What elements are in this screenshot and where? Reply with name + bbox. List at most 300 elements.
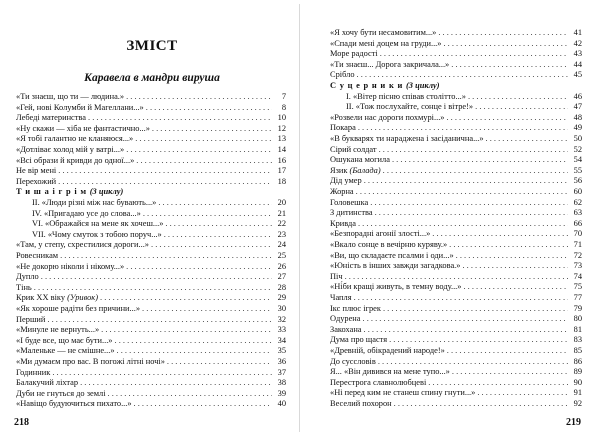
- leader-dots: [134, 399, 272, 409]
- leader-dots: [34, 283, 272, 293]
- entry-title: [330, 219, 356, 229]
- leader-dots: [101, 325, 272, 335]
- entry-title-text: Ошукана могила: [330, 155, 390, 165]
- leader-dots: [449, 240, 568, 250]
- entry-title-text: Одурена: [330, 314, 361, 324]
- leader-dots: [108, 389, 272, 399]
- entry-page-number: 89: [573, 367, 582, 377]
- entry-title-text: «Я хочу бути несамовитим...»: [330, 28, 437, 37]
- entry-page-number: 72: [573, 250, 582, 260]
- entry-title-text: «В букварях ти нараджена і засіданична...»: [330, 134, 484, 143]
- leader-dots: [165, 219, 272, 229]
- toc-entry: [330, 304, 582, 314]
- entry-page-number: 30: [277, 304, 286, 313]
- leader-dots: [354, 293, 568, 303]
- entry-page-number: 22: [277, 219, 286, 229]
- toc-entry: [330, 251, 582, 261]
- entry-page-number: 47: [573, 102, 582, 112]
- toc-entry: [16, 399, 286, 409]
- leader-dots: [126, 92, 272, 102]
- entry-page-number: 92: [573, 399, 582, 408]
- entry-title: [330, 261, 460, 271]
- toc-entry: [330, 113, 582, 123]
- entry-page-number: 48: [573, 112, 582, 122]
- leader-dots: [375, 208, 568, 218]
- toc-entry: [330, 198, 582, 208]
- entry-page-number: 13: [277, 134, 286, 144]
- entry-title-text: «Вкало сонце в вечірню куряву.»: [330, 240, 448, 249]
- entry-title-text: Не вір мені: [16, 166, 57, 176]
- toc-entry: [330, 28, 582, 38]
- entry-title-text: Тінь: [16, 282, 32, 292]
- entry-title-text: Перший: [16, 314, 46, 324]
- entry-title: [330, 123, 356, 133]
- toc-entry: [330, 325, 582, 335]
- entry-title-text: Дуби не гнуться до землі: [16, 388, 106, 398]
- entry-page-number: 52: [573, 144, 582, 154]
- toc-entry: [330, 378, 582, 388]
- toc-entry: [330, 81, 582, 91]
- entry-title: [16, 336, 113, 346]
- leader-dots: [370, 198, 568, 208]
- toc-heading: ЗМІСТ: [126, 38, 178, 54]
- leader-dots: [142, 304, 272, 314]
- toc-entry: [330, 134, 582, 144]
- toc-entry: [16, 272, 286, 282]
- toc-entry: [330, 388, 582, 398]
- toc-entry: [16, 156, 286, 166]
- right-page: [300, 0, 600, 436]
- toc-entry: [330, 367, 582, 377]
- toc-entry: [330, 60, 582, 70]
- leader-dots: [463, 282, 568, 292]
- entry-title-text: Дід умер: [330, 176, 362, 186]
- entry-title-text: Чапля: [330, 293, 352, 302]
- entry-title: [16, 262, 124, 272]
- entry-title-text: Ровесникам: [16, 251, 59, 260]
- entry-title-text: Закохана: [330, 324, 362, 334]
- entry-page-number: 33: [277, 325, 286, 335]
- entry-page-number: 40: [277, 399, 286, 409]
- entry-title-text: I. «Вітер пісню співав столітто...»: [346, 91, 466, 101]
- leader-dots: [456, 251, 568, 261]
- entry-page-number: 34: [277, 335, 286, 345]
- toc-entry: [16, 378, 286, 388]
- entry-title-text: Т и ш а і г р і м: [16, 187, 87, 197]
- entry-title-text: Кривда: [330, 218, 356, 228]
- entry-title-text: Перестрога славнолюбцеві: [330, 377, 427, 387]
- toc-entry: [32, 198, 286, 208]
- leader-dots: [357, 70, 568, 80]
- entry-title: [330, 155, 390, 165]
- entry-page-number: 18: [277, 176, 286, 186]
- toc-entry: [330, 155, 582, 165]
- toc-entry: [330, 314, 582, 324]
- toc-entry: [330, 145, 582, 155]
- leader-dots: [364, 325, 568, 335]
- leader-dots: [167, 357, 272, 367]
- entry-page-number: 29: [277, 293, 286, 303]
- leader-dots: [136, 156, 272, 166]
- entry-page-number: 27: [277, 272, 286, 282]
- entry-page-number: 42: [573, 38, 582, 48]
- toc-entry: [16, 240, 286, 250]
- entry-title-text: «Навіщо будуючиться пихато...»: [16, 399, 132, 409]
- toc-entry: [330, 219, 582, 229]
- entry-title-text: VII. «Чому смуток з тобою поруч...»: [32, 229, 162, 239]
- entry-page-number: 35: [277, 346, 286, 356]
- entry-page-number: 17: [277, 166, 286, 176]
- entry-title: [32, 219, 163, 229]
- entry-page-number: 62: [573, 197, 582, 207]
- entry-page-number: 24: [277, 240, 286, 250]
- toc-entry: [330, 187, 582, 197]
- entry-page-number: 37: [277, 367, 286, 377]
- entry-title-text: Дупло: [16, 272, 39, 282]
- entry-title-text: «Гей, нові Колумби й Магеллани...»: [16, 102, 144, 112]
- entry-title-text: Море радості: [330, 49, 378, 59]
- toc-entry: [32, 230, 286, 240]
- entry-page-number: 83: [573, 335, 582, 345]
- entry-title: [330, 272, 343, 282]
- entry-title: [16, 145, 124, 155]
- toc-entry: [330, 272, 582, 282]
- entry-title: [330, 367, 450, 377]
- entry-page-number: 25: [277, 251, 286, 260]
- entry-page-number: 54: [573, 155, 582, 165]
- entry-title-text: «Древній, обікрадений народе!»: [330, 346, 445, 355]
- leader-dots: [363, 314, 569, 324]
- page-number-right: 219: [566, 417, 581, 428]
- entry-cycle-note: (Балада): [349, 165, 381, 175]
- entry-title-text: «Спади мені доцем на груди...»: [330, 38, 442, 48]
- entry-title: [16, 166, 56, 176]
- entry-page-number: 38: [277, 378, 286, 388]
- leader-dots: [475, 102, 568, 112]
- entry-title: [330, 346, 445, 356]
- entry-page-number: 66: [573, 218, 582, 228]
- entry-title: [16, 272, 39, 282]
- toc-entry: [330, 123, 582, 133]
- entry-page-number: 56: [573, 176, 582, 186]
- entry-page-number: 8: [281, 102, 286, 112]
- toc-entry: [16, 92, 286, 102]
- entry-title: [16, 134, 133, 144]
- entry-page-number: 7: [281, 92, 286, 101]
- leader-dots: [486, 134, 568, 144]
- leader-dots: [462, 261, 568, 271]
- entry-title-text: «І буде все, що має бути...»: [16, 335, 113, 345]
- entry-page-number: 32: [277, 314, 286, 324]
- toc-entry: [330, 229, 582, 239]
- toc-entry: [330, 261, 582, 271]
- entry-page-number: 73: [573, 261, 582, 271]
- leader-dots: [451, 60, 568, 70]
- entry-title-text: «Ну скажи — хіба не фантастично...»: [16, 123, 150, 133]
- leader-dots: [389, 335, 568, 345]
- entry-title: [330, 399, 392, 409]
- entry-page-number: 21: [277, 208, 286, 218]
- entry-title: [16, 357, 165, 367]
- entry-title: [16, 103, 144, 113]
- toc-entry: [16, 166, 286, 176]
- entry-title-text: «Я тобі галантно не кланяюся...»: [16, 134, 134, 144]
- entry-page-number: 41: [573, 28, 582, 37]
- entry-title: [330, 229, 430, 239]
- page-number-left: 218: [14, 417, 29, 428]
- toc-entry: [16, 103, 286, 113]
- entry-title: [16, 399, 132, 409]
- entry-title: [330, 325, 362, 335]
- entry-title-text: Піч: [330, 271, 343, 281]
- entry-title: [32, 209, 141, 219]
- entry-title: [16, 92, 124, 102]
- leader-dots: [117, 346, 272, 356]
- entry-title-text: «Розвели нас дороги похмурі...»: [330, 112, 445, 122]
- entry-title-text: IV. «Пригадаю усе до слова...»: [32, 208, 141, 218]
- toc-entry: [32, 219, 286, 229]
- leader-dots: [60, 251, 272, 261]
- entry-title: [330, 282, 461, 292]
- entry-page-number: 77: [573, 293, 582, 302]
- toc-entry: [16, 113, 286, 123]
- entry-page-number: 23: [277, 229, 286, 239]
- leader-dots: [392, 155, 568, 165]
- entry-page-number: 80: [573, 314, 582, 324]
- leader-dots: [379, 145, 568, 155]
- entry-cycle-note: (3 циклу): [406, 81, 440, 90]
- entry-title-text: С у ц е р н и к и: [330, 81, 404, 90]
- entry-title: [330, 28, 436, 38]
- toc-entry: [330, 335, 582, 345]
- leader-dots: [358, 123, 568, 133]
- toc-entry: [16, 283, 286, 293]
- toc-entry: [16, 177, 286, 187]
- leader-dots: [380, 49, 568, 59]
- entry-title: [330, 145, 377, 155]
- toc-entry: [330, 70, 582, 80]
- entry-title: [16, 240, 149, 250]
- toc-entry: [16, 336, 286, 346]
- entry-title: [330, 187, 354, 197]
- entry-page-number: 86: [573, 356, 582, 366]
- leader-dots: [158, 198, 272, 208]
- leader-dots: [164, 230, 272, 240]
- entry-title: [16, 187, 123, 197]
- entry-title: [16, 156, 134, 166]
- leader-dots: [432, 229, 568, 239]
- entry-page-number: 10: [277, 113, 286, 123]
- entry-page-number: 36: [277, 357, 286, 366]
- entry-title: [16, 177, 56, 187]
- entry-page-number: 46: [573, 91, 582, 101]
- leader-dots: [88, 113, 272, 123]
- leader-dots: [126, 262, 272, 272]
- entry-title-text: Покара: [330, 123, 356, 133]
- entry-title: [16, 389, 106, 399]
- leader-dots: [378, 357, 568, 367]
- toc-entry: [330, 357, 582, 367]
- leader-dots: [394, 399, 568, 409]
- entry-title: [16, 368, 50, 378]
- toc-entry: [330, 39, 582, 49]
- entry-page-number: 14: [277, 145, 286, 154]
- entry-page-number: 63: [573, 208, 582, 218]
- entry-title: [330, 81, 440, 91]
- entry-title: [330, 166, 381, 176]
- entry-title: [330, 240, 447, 250]
- entry-title-text: «Як хороше радіти без причини...»: [16, 304, 141, 313]
- toc-entry: [330, 49, 582, 59]
- toc-entry: [16, 389, 286, 399]
- entry-title: [330, 251, 454, 261]
- entry-title-text: Годинник: [16, 367, 51, 377]
- entry-title: [16, 113, 86, 123]
- entry-title-text: «Ні перед ким не станеш спину гнути...»: [330, 388, 476, 398]
- leader-dots: [345, 272, 568, 282]
- leader-dots: [80, 378, 272, 388]
- leader-dots: [356, 187, 568, 197]
- leader-dots: [438, 28, 568, 38]
- entry-page-number: 70: [573, 229, 582, 239]
- entry-page-number: 55: [573, 165, 582, 175]
- entry-page-number: 85: [573, 346, 582, 355]
- entry-cycle-note: (3 циклу): [89, 187, 124, 197]
- entry-page-number: 74: [573, 271, 582, 281]
- entry-title-text: Я... «Він дивився на мене тупо...»: [330, 367, 450, 377]
- leader-dots: [383, 304, 568, 314]
- entry-title: [16, 283, 32, 293]
- leader-dots: [443, 39, 568, 49]
- toc-entry: [16, 304, 286, 314]
- leader-dots: [100, 293, 272, 303]
- leader-dots: [115, 336, 273, 346]
- entry-title: [330, 314, 361, 324]
- entry-title-text: Дума про щастя: [330, 335, 388, 345]
- toc-entry: [16, 124, 286, 134]
- toc-entry: [16, 293, 286, 303]
- entry-page-number: 44: [573, 59, 582, 69]
- toc-entry: [330, 208, 582, 218]
- entry-page-number: 71: [573, 240, 582, 249]
- leader-dots: [58, 166, 272, 176]
- toc-entry: [346, 92, 582, 102]
- entry-page-number: 26: [277, 261, 286, 271]
- toc-entry: [16, 251, 286, 261]
- toc-entry: [16, 368, 286, 378]
- toc-entry: [16, 357, 286, 367]
- entry-page-number: 12: [277, 123, 286, 133]
- leader-dots: [58, 177, 272, 187]
- collection-subtitle: Каравела в мандри вируша: [84, 72, 220, 84]
- toc-entry: [16, 346, 286, 356]
- entry-title-text: «Всі образи й кривди до одної...»: [16, 155, 135, 165]
- entry-title-text: «Маленьке — не смішне...»: [16, 346, 115, 356]
- entry-title: [16, 325, 99, 335]
- entry-page-number: 60: [573, 187, 582, 196]
- entry-title: [330, 60, 449, 70]
- entry-title-text: Веселий похорон: [330, 399, 392, 408]
- entry-title-text: «Ні́би кращі живуть, в темну воду...»: [330, 282, 462, 292]
- toc-entry: [16, 145, 286, 155]
- entry-title: [330, 70, 355, 80]
- toc-entry: [330, 240, 582, 250]
- leader-dots: [52, 368, 272, 378]
- entry-title-text: «Там, у степу, схрестилися дороги...»: [16, 240, 149, 250]
- toc-entry: [16, 262, 286, 272]
- entry-title: [346, 102, 473, 112]
- leader-dots: [428, 378, 568, 388]
- entry-title-text: Лебеді материнства: [16, 113, 86, 123]
- entry-title-text: До суссловів: [330, 356, 376, 366]
- leader-dots: [358, 219, 568, 229]
- entry-title-text: II. «Тож послухайте, сонце і вітре!»: [346, 102, 474, 112]
- entry-title-text: З дитинства: [330, 208, 373, 218]
- entry-page-number: 75: [573, 282, 582, 292]
- entry-title-text: Перехожий: [16, 176, 57, 186]
- entry-title-text: «Ми думаєм про вас. В погожі літні ночі»: [16, 357, 165, 366]
- toc-entry: [330, 176, 582, 186]
- toc-entry: [330, 282, 582, 292]
- leader-dots: [135, 134, 272, 144]
- entry-title-text: «Ви, що складаєте псалми і оди...»: [330, 250, 454, 260]
- toc-entry: [330, 293, 582, 303]
- entry-page-number: 28: [277, 282, 286, 292]
- entry-title: [330, 388, 475, 398]
- entry-page-number: 43: [573, 49, 582, 59]
- entry-title: [16, 293, 98, 303]
- entry-title: [330, 208, 373, 218]
- entry-title: [330, 304, 381, 314]
- entry-title: [346, 92, 466, 102]
- entry-title-text: Ікс плюс ігрек: [330, 303, 381, 313]
- entry-page-number: 45: [573, 70, 582, 80]
- entry-title: [330, 134, 484, 144]
- entry-title: [330, 335, 387, 345]
- toc-entry: [330, 166, 582, 176]
- toc-entry: [16, 187, 286, 197]
- entry-title-text: Язик: [330, 165, 348, 175]
- toc-entry: [32, 209, 286, 219]
- entry-title: [32, 230, 162, 240]
- entry-title-text: Головешка: [330, 197, 369, 207]
- entry-title-text: VI. «Ображайся на мене як хочеш...»: [32, 219, 164, 229]
- entry-page-number: 49: [573, 123, 582, 133]
- entry-title-text: Крик XX віку: [16, 293, 66, 303]
- entry-page-number: 20: [277, 198, 286, 207]
- entry-title-text: Сірий солдат: [330, 144, 377, 154]
- entry-title: [330, 198, 368, 208]
- entry-page-number: 91: [573, 388, 582, 398]
- entry-title: [16, 378, 78, 388]
- leader-dots: [468, 92, 568, 102]
- entry-page-number: 50: [573, 134, 582, 143]
- leader-dots: [146, 103, 272, 113]
- entry-title-text: «Ти знаєш... Дорога закричала...»: [330, 59, 450, 69]
- toc-entry: [16, 134, 286, 144]
- entry-title: [16, 124, 150, 134]
- leader-dots: [143, 209, 272, 219]
- toc-entry: [346, 102, 582, 112]
- entry-page-number: 39: [277, 388, 286, 398]
- entry-title-text: Балакучий ліхтар: [16, 378, 79, 388]
- entry-page-number: 90: [573, 377, 582, 387]
- entry-title-text: «Минуле не вернуть...»: [16, 325, 100, 335]
- leader-dots: [446, 113, 568, 123]
- entry-title: [330, 176, 362, 186]
- leader-dots: [152, 124, 272, 134]
- entry-cycle-note: (Уривок): [67, 293, 99, 303]
